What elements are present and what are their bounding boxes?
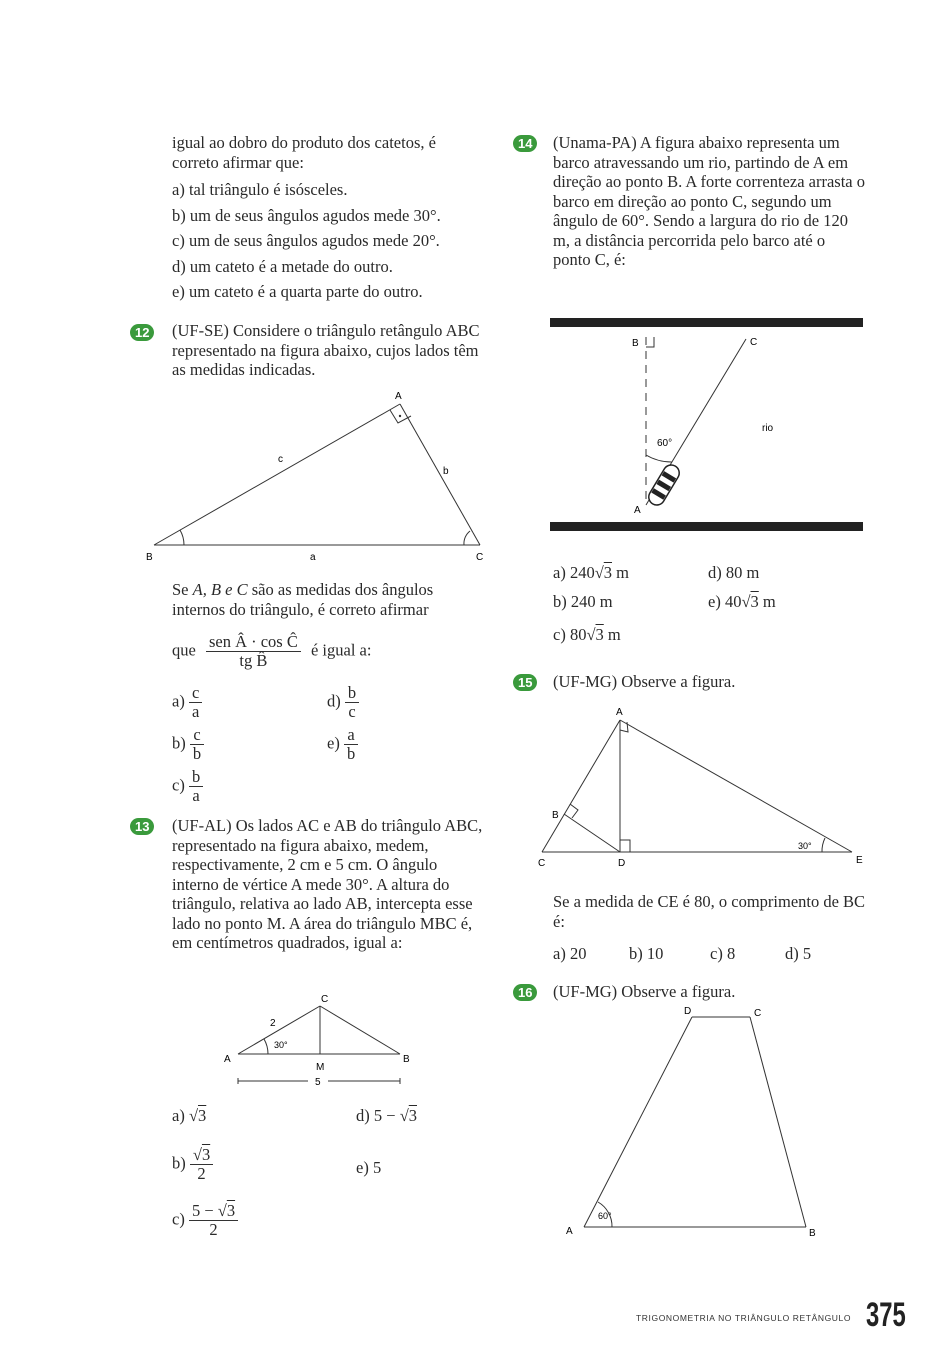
q12-label-B: B: [146, 552, 153, 563]
q13-option-b-label: b): [172, 1153, 186, 1173]
q13-option-b-num: 3: [201, 1145, 211, 1164]
q12-option-c-label: c): [172, 775, 185, 795]
q12-expression-den: tg B̂: [239, 651, 268, 670]
q12-option-c-den: a: [192, 786, 200, 805]
q12-option-d-label: d): [327, 691, 341, 711]
q14-option-c-label: c): [553, 625, 566, 644]
q13-triangle-figure: [220, 990, 430, 1090]
q14-option-a-rad: 3: [603, 563, 613, 582]
q12-option-d-den: c: [348, 702, 356, 721]
q15-statement: [553, 672, 866, 692]
q14-river-figure: [550, 315, 866, 535]
q12-angles: A, B e C: [192, 580, 248, 599]
footer-section-title: TRIGONOMETRIA NO TRIÂNGULO RETÂNGULO: [636, 1313, 852, 1323]
q14-statement: [553, 133, 866, 270]
q12-option-a-frac: [189, 684, 202, 721]
q14-option-c-rad: 3: [595, 625, 604, 644]
q12-option-b: [172, 726, 204, 763]
q15-label-angle: 30°: [798, 841, 812, 851]
q12-number-badge: 12: [130, 324, 154, 341]
q12-text3: que: [172, 640, 196, 660]
q14-label-angle: 60°: [657, 438, 673, 449]
q15-label-B: B: [552, 810, 559, 821]
q13-option-c-den: 2: [209, 1220, 218, 1239]
q14-label-B: B: [632, 338, 639, 349]
q12-label-C: C: [476, 552, 484, 563]
page-footer: [620, 1296, 910, 1336]
q12-triangle-figure: [140, 390, 490, 565]
q11-continuation: [172, 133, 484, 302]
q14-option-c: c) 80√3 m: [553, 625, 621, 644]
q14-option-e: e) 40√3 m: [708, 592, 776, 611]
q12-option-d: [327, 684, 359, 721]
q14-text: (Unama-PA) A figura abaixo representa um barco atravessando um rio, partindo de A em direção ao ponto B. A forte correnteza arrasta o barco em direção ao ponto C, segundo um ângulo de 60°. Sendo a largura do rio de 120 m, a distância percorrida pelo barco até o ponto C, é:: [553, 133, 865, 269]
q11-intro: igual ao dobro do produto dos catetos, é correto afirmar que:: [172, 133, 436, 172]
q12-option-b-num: c: [190, 726, 204, 745]
q12-expression-num: sen Â · cos Ĉ: [206, 633, 301, 652]
q12-option-b-frac: [190, 726, 204, 763]
q13-option-e-label: e): [356, 1158, 369, 1177]
q13-label-5: 5: [315, 1077, 321, 1088]
q15-text2: Se a medida de CE é 80, o comprimento de BC é:: [553, 892, 866, 931]
q12-option-c: [172, 768, 203, 805]
q13-option-c-num-rad: 3: [226, 1201, 236, 1220]
q15-triangle-figure: [530, 700, 870, 870]
q12-text: (UF-SE) Considere o triângulo retângulo ABC representado na figura abaixo, cujos lados têm as medidas indicadas.: [172, 321, 480, 379]
q15-option-c: c) 8: [710, 944, 736, 963]
q13-option-a: a) √3: [172, 1106, 207, 1125]
q13-option-d-label: d): [356, 1106, 370, 1125]
q13-option-d-rad: 3: [408, 1106, 417, 1125]
q16-label-B: B: [809, 1228, 816, 1239]
q12-option-c-frac: [189, 768, 203, 805]
q12-option-a-num: c: [189, 684, 202, 703]
q15-question: [553, 892, 866, 931]
q12-statement: [172, 321, 484, 380]
q12-option-d-num: b: [345, 684, 359, 703]
q12-text3-end: é igual a:: [310, 640, 372, 660]
q13-label-M: M: [316, 1062, 325, 1073]
q13-option-b-den: 2: [197, 1164, 206, 1183]
q12-option-c-num: b: [189, 768, 203, 787]
q13-label-A: A: [224, 1054, 231, 1065]
q13-text: (UF-AL) Os lados AC e AB do triângulo ABC, representado na figura abaixo, medem, respectivamente, 2 cm e 5 cm. O ângulo interno de vértice A mede 30°. A altura do triângulo, relativa ao lado AB, intercepta esse lado no ponto M. A área do triângulo MBC é, em centímetros quadrados, igual a:: [172, 816, 483, 952]
q13-number-badge: 13: [130, 818, 154, 835]
q15-label-C: C: [538, 858, 546, 869]
q14-option-e-rad: 3: [750, 592, 759, 611]
q15-label-D: D: [618, 858, 626, 869]
q16-statement: [553, 982, 866, 1002]
q14-options: [553, 563, 866, 653]
q13-option-c-num-pre: 5 −: [191, 1201, 218, 1220]
q12-label-A: A: [395, 391, 402, 402]
q13-option-a-value: 3: [198, 1106, 207, 1125]
q13-option-c: [172, 1202, 238, 1239]
q12-option-e-frac: [344, 726, 358, 763]
q14-option-c-unit: m: [607, 625, 621, 644]
q14-option-a-pre: 240: [569, 563, 595, 582]
q14-option-e-pre: 40: [724, 592, 742, 611]
q15-number-badge: 15: [513, 674, 537, 691]
q16-label-D: D: [684, 1006, 692, 1017]
q13-option-e-value: 5: [372, 1158, 382, 1177]
q12-text2-start: Se: [172, 580, 189, 599]
q16-trapezoid-figure: [560, 1003, 830, 1243]
q16-text: (UF-MG) Observe a figura.: [553, 982, 736, 1001]
q14-option-e-label: e): [708, 592, 721, 611]
q13-option-b: [172, 1146, 213, 1183]
q12-label-b: b: [443, 466, 449, 477]
q14-option-e-unit: m: [762, 592, 776, 611]
q14-label-A: A: [634, 505, 641, 516]
q11-option-d: d) um cateto é a metade do outro.: [172, 256, 393, 276]
q13-label-B: B: [403, 1054, 410, 1065]
q13-option-d: d) 5 − √3: [356, 1106, 417, 1125]
q14-option-b: b) 240 m: [553, 592, 613, 611]
q12-option-b-label: b): [172, 733, 186, 753]
q12-expression-line: [172, 633, 484, 670]
page-number: 375: [866, 1296, 906, 1334]
q15-label-E: E: [856, 855, 863, 866]
q11-option-e: e) um cateto é a quarta parte do outro.: [172, 282, 423, 301]
q12-text2-end: são as medidas dos ângulos internos do triângulo, é correto afirmar: [172, 580, 434, 619]
q14-option-d: d) 80 m: [708, 563, 760, 582]
q11-option-b: b) um de seus ângulos agudos mede 30°.: [172, 205, 441, 225]
q12-question: [172, 580, 484, 619]
q16-label-A: A: [566, 1226, 573, 1237]
q12-label-c: c: [278, 454, 283, 465]
q11-option-a: a) tal triângulo é isósceles.: [172, 180, 348, 199]
q13-label-C: C: [321, 994, 329, 1005]
q13-option-c-label: c): [172, 1209, 185, 1229]
q13-label-angle: 30°: [274, 1040, 288, 1050]
q14-number-badge: 14: [513, 135, 537, 152]
q15-option-a: a) 20: [553, 944, 587, 963]
q14-option-c-pre: 80: [569, 625, 587, 644]
q16-number-badge: 16: [513, 984, 537, 1001]
q15-text: (UF-MG) Observe a figura.: [553, 672, 736, 691]
q13-option-d-pre: 5 −: [373, 1106, 400, 1125]
q15-label-A: A: [616, 707, 623, 718]
q16-label-angle: 60°: [598, 1211, 612, 1221]
q12-option-e-num: a: [344, 726, 358, 745]
q12-option-a: [172, 684, 202, 721]
q12-label-a: a: [310, 552, 316, 563]
q16-label-C: C: [754, 1008, 762, 1019]
q12-option-a-den: a: [191, 702, 200, 721]
q12-option-d-frac: [345, 684, 359, 721]
q15-option-b: b) 10: [629, 944, 664, 963]
q13-options: [172, 1100, 484, 1250]
q11-option-c: c) um de seus ângulos agudos mede 20°.: [172, 231, 440, 250]
q14-option-a-unit: m: [616, 563, 629, 582]
q13-option-e: [356, 1158, 381, 1178]
q14-label-river: rio: [762, 423, 774, 434]
q14-label-C: C: [750, 337, 758, 348]
q12-option-e: [327, 726, 358, 763]
q12-option-a-label: a): [172, 691, 185, 711]
q13-option-c-frac: $\frac{5 - √3}{2}$: [189, 1202, 238, 1239]
q15-options: [553, 944, 866, 966]
q13-option-a-label: a): [172, 1106, 185, 1125]
q13-statement: [172, 816, 484, 953]
q12-option-b-den: b: [192, 744, 202, 763]
q14-option-a: a) 240√3 m: [553, 563, 629, 582]
q13-label-2: 2: [270, 1018, 276, 1029]
q12-option-e-label: e): [327, 733, 340, 753]
q12-expression: [206, 633, 301, 670]
q15-option-d: d) 5: [785, 944, 812, 963]
q14-option-a-label: a): [553, 563, 566, 582]
boat-icon: [646, 462, 682, 508]
q13-option-b-frac: $\frac{√3}{2}$: [190, 1146, 213, 1183]
q12-option-e-den: b: [346, 744, 356, 763]
